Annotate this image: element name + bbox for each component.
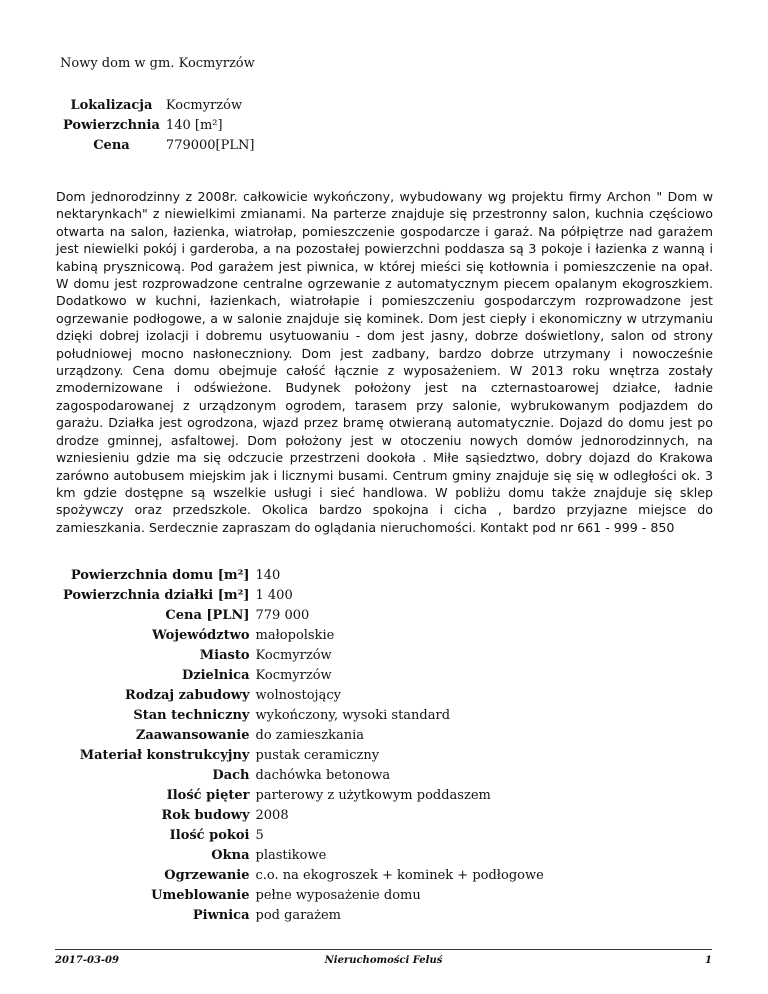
summary-label: Powierzchnia bbox=[63, 118, 160, 133]
detail-row bbox=[60, 586, 547, 606]
detail-value: pełne wyposażenie domu bbox=[255, 888, 421, 903]
detail-row bbox=[60, 846, 547, 866]
detail-row bbox=[60, 746, 547, 766]
detail-label: Stan techniczny bbox=[133, 708, 250, 723]
detail-value: 5 bbox=[255, 828, 264, 843]
detail-row bbox=[60, 646, 547, 666]
detail-row bbox=[60, 866, 547, 886]
detail-value: c.o. na ekogroszek + kominek + podłogowe bbox=[255, 868, 544, 883]
detail-label: Ogrzewanie bbox=[164, 868, 250, 883]
detail-row bbox=[60, 606, 547, 626]
footer bbox=[55, 949, 712, 966]
detail-value: dachówka betonowa bbox=[255, 768, 391, 783]
detail-label: Ilość pokoi bbox=[169, 828, 250, 843]
detail-label: Piwnica bbox=[192, 908, 250, 923]
detail-value: pod garażem bbox=[255, 908, 342, 923]
summary-label: Cena bbox=[93, 138, 130, 153]
detail-row bbox=[60, 766, 547, 786]
summary-value: 140 [m²] bbox=[165, 118, 223, 133]
details-table bbox=[60, 566, 547, 926]
detail-label: Miasto bbox=[199, 648, 250, 663]
detail-label: Umeblowanie bbox=[151, 888, 250, 903]
detail-value: 1 400 bbox=[255, 588, 293, 603]
detail-label: Zaawansowanie bbox=[135, 728, 250, 743]
detail-label: Rok budowy bbox=[161, 808, 250, 823]
detail-row bbox=[60, 626, 547, 646]
detail-row bbox=[60, 906, 547, 926]
detail-value: wykończony, wysoki standard bbox=[255, 708, 451, 723]
summary-table bbox=[60, 96, 257, 156]
detail-label: Dzielnica bbox=[181, 668, 250, 683]
summary-label: Lokalizacja bbox=[70, 98, 153, 113]
footer-date: 2017-03-09 bbox=[55, 955, 119, 966]
detail-label: Województwo bbox=[152, 628, 250, 643]
detail-value: parterowy z użytkowym poddaszem bbox=[255, 788, 491, 803]
footer-company: Nieruchomości Feluś bbox=[324, 955, 443, 966]
summary-row bbox=[60, 96, 257, 116]
detail-label: Cena [PLN] bbox=[165, 608, 250, 623]
detail-value: plastikowe bbox=[255, 848, 327, 863]
detail-value: 140 bbox=[255, 568, 281, 583]
detail-row bbox=[60, 726, 547, 746]
detail-row bbox=[60, 886, 547, 906]
detail-value: 2008 bbox=[255, 808, 289, 823]
detail-label: Materiał konstrukcyjny bbox=[79, 748, 250, 763]
detail-value: Kocmyrzów bbox=[255, 668, 332, 683]
summary-row bbox=[60, 136, 257, 156]
detail-value: wolnostojący bbox=[255, 688, 341, 703]
detail-value: Kocmyrzów bbox=[255, 648, 332, 663]
detail-value: małopolskie bbox=[255, 628, 335, 643]
detail-label: Okna bbox=[211, 848, 250, 863]
detail-label: Rodzaj zabudowy bbox=[125, 688, 250, 703]
summary-row bbox=[60, 116, 257, 136]
detail-value: 779 000 bbox=[255, 608, 310, 623]
summary-value: 779000[PLN] bbox=[165, 138, 255, 153]
summary-value: Kocmyrzów bbox=[165, 98, 243, 113]
detail-label: Ilość pięter bbox=[166, 788, 250, 803]
detail-label: Powierzchnia domu [m²] bbox=[70, 568, 250, 583]
detail-label: Powierzchnia działki [m²] bbox=[63, 588, 250, 603]
detail-row bbox=[60, 826, 547, 846]
detail-row bbox=[60, 666, 547, 686]
page-title: Nowy dom w gm. Kocmyrzów bbox=[60, 56, 255, 71]
description: Dom jednorodzinny z 2008r. całkowicie wykończony, wybudowany wg projektu firmy Archon " Dom w nektarynkach" z niewielkimi zmianami. Na parterze znajduje się przestronny salon, kuchnia częściowo otwarta na salon, łazienka, wiatrołap, pomieszczenie gospodarcze i garaż. Na półpiętrze nad garażem jest niewielki pokój i garderoba, a na pozostałej powierzchni poddasza są 3 pokoje i łazienka z wanną i kabiną prysznicową. Pod garażem jest piwnica, w której mieści się kotłownia i pomieszczenie na opał. W domu jest rozprowadzone centralne ogrzewanie z automatycznym piecem opalanym ekogroszkiem. Dodatkowo w kuchni, łazienkach, wiatrołapie i pomieszczeniu gospodarczym rozprowadzone jest ogrzewanie podłogowe, a w salonie znajduje się kominek. Dom jest ciepły i ekonomiczny w utrzymaniu dzięki dobrej izolacji i dobremu usytuowaniu - dom jest jasny, dobrze doświetlony, salon od strony południowej mocno nasłoneczniony. Dom jest zadbany, bardzo dobrze utrzymany i nowocześnie urządzony. Cena domu obejmuje całość łącznie z wyposażeniem. W 2013 roku wnętrza zostały zmodernizowane i odświeżone. Budynek położony jest na czternastoarowej działce, ładnie zagospodarowanej z urządzonym ogrodem, tarasem przy salonie, wybrukowanym podjazdem do garażu. Działka jest ogrodzona, wjazd przez bramę otwieraną automatycznie. Dojazd do domu jest po drodze gminnej, asfaltowej. Dom położony jest w otoczeniu nowych domów jednorodzinnych, na wzniesieniu gdzie ma się odczucie przestrzeni dookoła . Miłe sąsiedztwo, dobry dojazd do Krakowa zarówno autobusem miejskim jak i licznymi busami. Centrum gminy znajduje się się w odległości ok. 3 km gdzie dostępne są wszelkie usługi i sieć handlowa. W pobliżu domu także znajduje się sklep spożywczy oraz przedszkole. Okolica bardzo spokojna i cicha , bardzo przyjazne miejsce do zamieszkania. Serdecznie zapraszam do oglądania nieruchomości. Kontakt pod nr 661 - 999 - 850 bbox=[56, 189, 713, 535]
detail-row bbox=[60, 806, 547, 826]
detail-row bbox=[60, 566, 547, 586]
detail-value: do zamieszkania bbox=[255, 728, 364, 743]
detail-value: pustak ceramiczny bbox=[255, 748, 380, 763]
detail-row bbox=[60, 686, 547, 706]
detail-label: Dach bbox=[212, 768, 250, 783]
detail-row bbox=[60, 786, 547, 806]
footer-page-number: 1 bbox=[705, 955, 712, 966]
detail-row bbox=[60, 706, 547, 726]
